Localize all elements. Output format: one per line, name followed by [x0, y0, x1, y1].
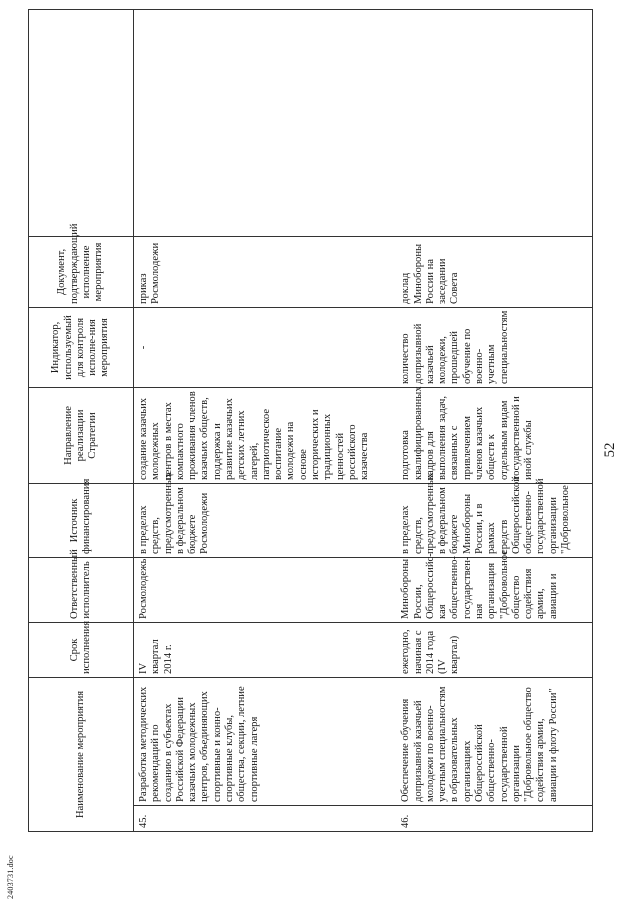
table-row [134, 9, 397, 831]
measure-name: Обеспечение обучения допризывной казачьей молодежи по военно-учетным специальностям в образовательных организациях Общероссийской общественно-государственной организации "Добровольное общество содействия армии, авиации и флоту России" [396, 677, 592, 805]
measure-executor: Минобороны России, Общероссийс-кая общественно-государствен-ная организация "Добровольное общество содействия армии, авиации и [396, 557, 592, 622]
measure-direction: создание казачьих молодежных центров в местах компактного проживания членов казачьих обществ, поддержка и развитие казачьих детских летних лагерей, патриотическое воспитание молодежи на основе исторических и традиционных ценностей российского казачества [134, 387, 397, 483]
header-funding: Источник финансирования [29, 483, 134, 557]
measure-deadline: IV квартал 2014 г. [134, 622, 397, 677]
header-document: Документ, подтверждающий исполнение мероприятия [29, 236, 134, 307]
row-number: 46. [396, 806, 592, 832]
table-row [396, 9, 592, 831]
measure-funding: в пределах средств, предусмотренных в федеральном бюджете Росмолодежи [134, 483, 397, 557]
measures-table [28, 9, 593, 832]
header-deadline: Срок исполнения [29, 622, 134, 677]
document-code: 2403731.doc [6, 855, 15, 899]
measure-funding: в пределах средств, предусмотренных в федеральном бюджете Минобороны России, и в рамках средств Общероссийской общественно-государственной организации "Добровольное [396, 483, 592, 557]
empty-cell [134, 9, 397, 236]
table-header-row [29, 9, 134, 831]
measure-direction: подготовка квалифицированных кадров для выполнения задач, связанных с привлечением членов казачьих обществ к отдельным видам государственной и иной службы [396, 387, 592, 483]
measure-indicator: - [134, 307, 397, 387]
page-number: 52 [602, 442, 618, 458]
header-executor: Ответственный исполнитель [29, 557, 134, 622]
empty-cell [396, 9, 592, 236]
header-indicator: Индикатор, используемый для контроля исполне-ния мероприятия [29, 307, 134, 387]
measure-indicator: количество допризывной казачьей молодежи, прошедшей обучение по военно-учетным специальностям [396, 307, 592, 387]
measure-document: доклад Минобороны России на заседании Совета [396, 236, 592, 307]
row-number: 45. [134, 806, 397, 832]
header-direction: Направление реализации Стратегии [29, 387, 134, 483]
measure-deadline: ежегодно, начиная с 2014 года (IV квартал) [396, 622, 592, 677]
header-name: Наименование мероприятия [29, 677, 134, 831]
measure-executor: Росмолодежь [134, 557, 397, 622]
header-empty-cell [29, 9, 134, 236]
measure-document: приказ Росмолодежи [134, 236, 397, 307]
measure-name: Разработка методических рекомендаций по созданию в субъектах Российской Федерации казачьих молодежных центров, объединяющих спортивные и конно-спортивные клубы, общества, секции, летние спортивные лагеря [134, 677, 397, 805]
